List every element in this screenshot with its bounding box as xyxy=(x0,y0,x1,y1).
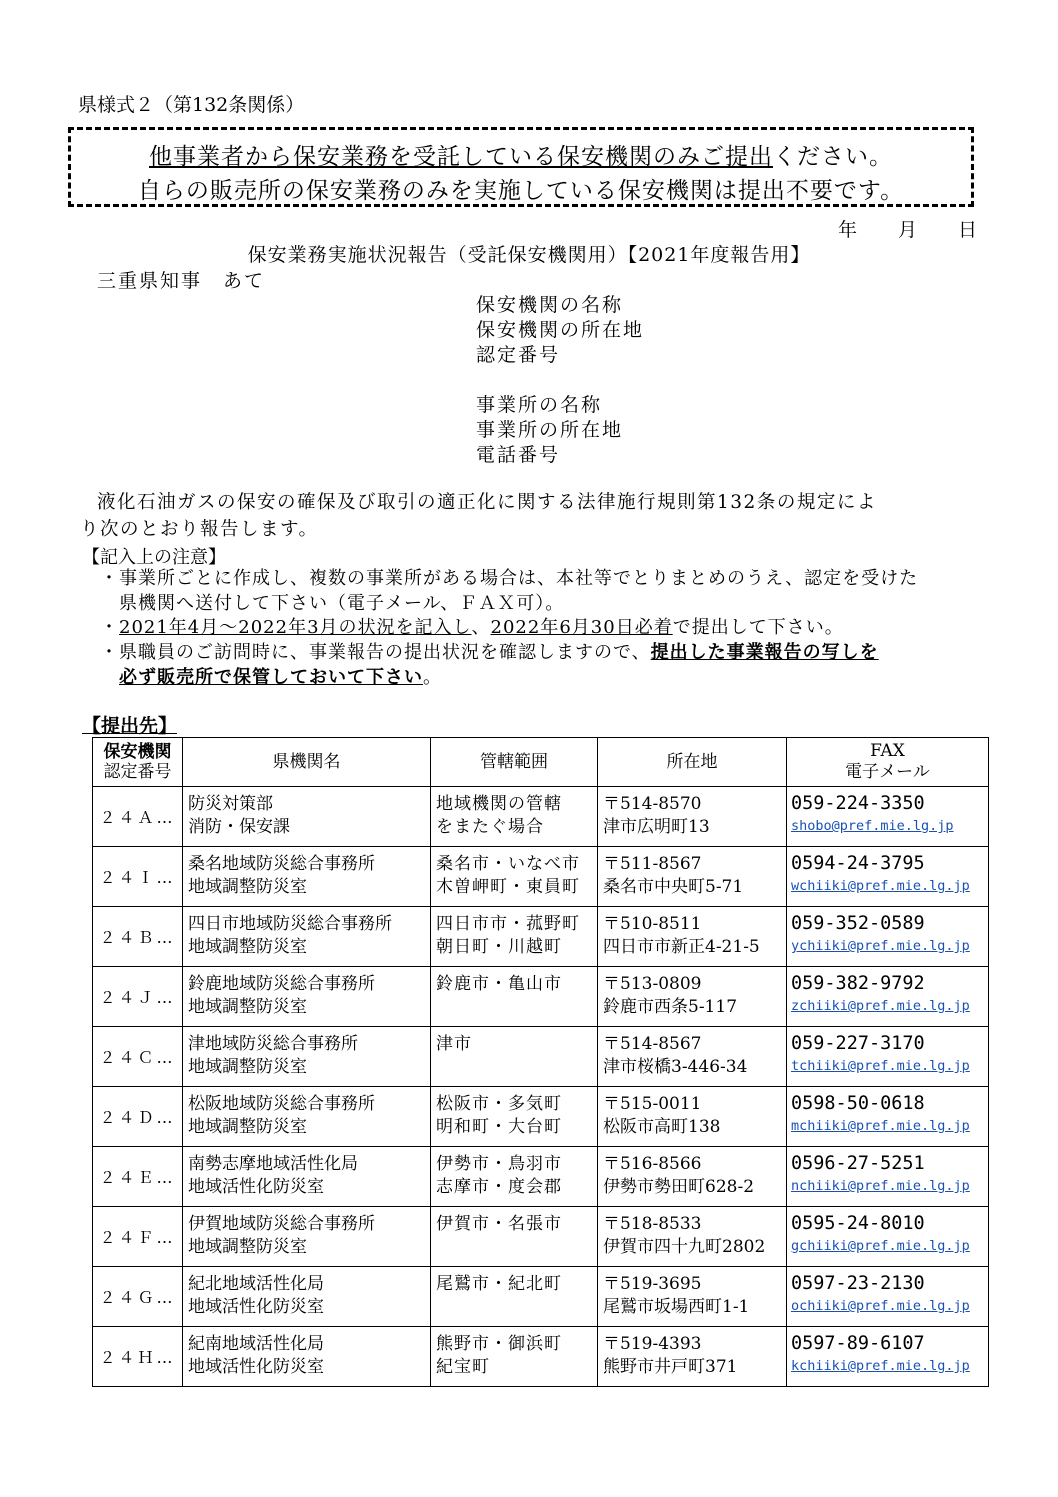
postal-code: 〒510-8511 xyxy=(603,914,702,934)
agency-name: 紀南地域活性化局 xyxy=(188,1334,324,1354)
agency-name: 防災対策部 xyxy=(188,794,273,814)
header-code xyxy=(93,738,183,787)
notice-box xyxy=(68,127,974,207)
note-1-line-1: ・事業所ごとに作成し、複数の事業所がある場合は、本社等でとりまとめのうえ、認定を受けた xyxy=(100,568,919,589)
range-cell xyxy=(431,1327,598,1387)
contact-cell xyxy=(787,1147,989,1207)
fax-number: 059-352-0589 xyxy=(791,913,925,934)
report-statement xyxy=(80,489,980,543)
address-cell xyxy=(598,1027,787,1087)
agency-division: 地域活性化防災室 xyxy=(188,1357,324,1377)
contact-cell xyxy=(787,1267,989,1327)
email-link[interactable]: shobo@pref.mie.lg.jp xyxy=(791,818,954,834)
street-address: 津市桜橋3-446-34 xyxy=(603,1057,748,1077)
notes-heading: 【記入上の注意】 xyxy=(82,547,226,568)
email-link[interactable]: ochiiki@pref.mie.lg.jp xyxy=(791,1298,970,1314)
table-row xyxy=(93,847,989,907)
fax-number: 059-382-9792 xyxy=(791,973,925,994)
range-cell xyxy=(431,1147,598,1207)
postal-code: 〒519-4393 xyxy=(603,1334,702,1354)
postal-code: 〒514-8567 xyxy=(603,1034,702,1054)
note-3-emphasis-2: 必ず販売所で保管しておいて下さい xyxy=(119,667,423,688)
table-row xyxy=(93,1027,989,1087)
note-2-rest: で提出して下さい。 xyxy=(672,617,844,638)
note-3-line-1: ・県職員のご訪問時に、事業報告の提出状況を確認しますので、 xyxy=(100,642,651,663)
cert-code: ２４Ｅ… xyxy=(93,1147,183,1207)
email-link[interactable]: zchiiki@pref.mie.lg.jp xyxy=(791,998,970,1014)
agency-division: 地域調整防災室 xyxy=(188,1057,307,1077)
range-line-1: 熊野市・御浜町 xyxy=(436,1334,562,1354)
agency-division: 地域調整防災室 xyxy=(188,877,307,897)
statement-line-2: り次のとおり報告します。 xyxy=(80,519,319,540)
agency-name: 津地域防災総合事務所 xyxy=(188,1034,358,1054)
note-2-comma: 、 xyxy=(471,617,491,638)
header-range: 管轄範囲 xyxy=(431,738,598,787)
note-2-bullet: ・ xyxy=(100,617,119,638)
addressee: 三重県知事 あて xyxy=(97,270,266,292)
range-line-1: 伊勢市・鳥羽市 xyxy=(436,1154,562,1174)
address-cell xyxy=(598,847,787,907)
cert-number-label: 認定番号 xyxy=(476,344,561,366)
range-line-1: 鈴鹿市・亀山市 xyxy=(436,974,562,994)
agency-cell xyxy=(183,907,431,967)
agency-division: 地域調整防災室 xyxy=(188,1237,307,1257)
postal-code: 〒511-8567 xyxy=(603,854,702,874)
street-address: 尾鷲市坂場西町1-1 xyxy=(603,1297,750,1317)
range-line-1: 尾鷲市・紀北町 xyxy=(436,1274,562,1294)
range-cell xyxy=(431,907,598,967)
agency-name: 鈴鹿地域防災総合事務所 xyxy=(188,974,375,994)
fax-number: 0597-23-2130 xyxy=(791,1273,925,1294)
range-line-1: 松阪市・多気町 xyxy=(436,1094,562,1114)
fax-number: 0594-24-3795 xyxy=(791,853,925,874)
range-line-2: をまたぐ場合 xyxy=(436,817,544,837)
address-cell xyxy=(598,1147,787,1207)
agency-cell xyxy=(183,1087,431,1147)
postal-code: 〒519-3695 xyxy=(603,1274,702,1294)
street-address: 熊野市井戸町371 xyxy=(603,1357,738,1377)
date-day: 日 xyxy=(958,219,978,241)
agency-cell xyxy=(183,967,431,1027)
postal-code: 〒515-0011 xyxy=(603,1094,702,1114)
agency-cell xyxy=(183,1147,431,1207)
destination-table xyxy=(92,737,989,1387)
table-row xyxy=(93,1327,989,1387)
range-cell xyxy=(431,967,598,1027)
address-cell xyxy=(598,1087,787,1147)
note-3 xyxy=(100,640,980,690)
fax-number: 059-227-3170 xyxy=(791,1033,925,1054)
agency-name: 伊賀地域防災総合事務所 xyxy=(188,1214,375,1234)
address-cell xyxy=(598,1207,787,1267)
cert-code: ２４Ｇ… xyxy=(93,1267,183,1327)
contact-cell xyxy=(787,847,989,907)
contact-cell xyxy=(787,1207,989,1267)
header-code-line-2: 認定番号 xyxy=(103,762,172,782)
date-line xyxy=(838,215,978,242)
street-address: 伊勢市勢田町628-2 xyxy=(603,1177,755,1197)
agency-name: 桑名地域防災総合事務所 xyxy=(188,854,375,874)
header-fax-line-1: FAX xyxy=(870,741,905,761)
cert-code: ２４Ｄ… xyxy=(93,1087,183,1147)
range-line-2: 木曽岬町・東員町 xyxy=(436,877,580,897)
notice-line-1-rest: ください。 xyxy=(773,144,893,170)
agency-name: 南勢志摩地域活性化局 xyxy=(188,1154,358,1174)
range-line-1: 地域機関の管轄 xyxy=(436,794,562,814)
note-1 xyxy=(100,566,980,616)
cert-code: ２４Ａ… xyxy=(93,787,183,847)
agency-division: 地域活性化防災室 xyxy=(188,1177,324,1197)
agency-cell xyxy=(183,1027,431,1087)
address-cell xyxy=(598,967,787,1027)
range-line-2: 朝日町・川越町 xyxy=(436,937,562,957)
table-row xyxy=(93,1207,989,1267)
agency-cell xyxy=(183,1267,431,1327)
postal-code: 〒514-8570 xyxy=(603,794,702,814)
note-2-deadline: 2022年6月30日必着 xyxy=(490,617,673,638)
agency-name: 四日市地域防災総合事務所 xyxy=(188,914,392,934)
range-cell xyxy=(431,1027,598,1087)
range-cell xyxy=(431,1207,598,1267)
notice-line-2: 自らの販売所の保安業務のみを実施している保安機関は提出不要です。 xyxy=(137,178,905,204)
phone-label: 電話番号 xyxy=(476,444,561,466)
org-name-label: 保安機関の名称 xyxy=(476,294,624,316)
street-address: 四日市市新正4-21-5 xyxy=(603,937,760,957)
agency-division: 地域調整防災室 xyxy=(188,1117,307,1137)
agency-division: 地域活性化防災室 xyxy=(188,1297,324,1317)
header-address: 所在地 xyxy=(598,738,787,787)
submit-heading: 【提出先】 xyxy=(82,715,178,737)
header-fax-line-2: 電子メール xyxy=(845,762,930,782)
address-cell xyxy=(598,1327,787,1387)
range-line-1: 伊賀市・名張市 xyxy=(436,1214,562,1234)
email-link[interactable]: ychiiki@pref.mie.lg.jp xyxy=(791,938,970,954)
table-row xyxy=(93,1147,989,1207)
range-line-1: 四日市市・菰野町 xyxy=(436,914,580,934)
header-fax xyxy=(787,738,989,787)
contact-cell xyxy=(787,1087,989,1147)
table-row xyxy=(93,907,989,967)
fax-number: 0597-89-6107 xyxy=(791,1333,925,1354)
office-name-label: 事業所の名称 xyxy=(476,394,603,416)
header-agency: 県機関名 xyxy=(183,738,431,787)
email-link[interactable]: mchiiki@pref.mie.lg.jp xyxy=(791,1118,970,1134)
notice-underlined: 他事業者から保安業務を受託している保安機関のみご提出 xyxy=(149,144,773,170)
agency-name: 松阪地域防災総合事務所 xyxy=(188,1094,375,1114)
postal-code: 〒516-8566 xyxy=(603,1154,702,1174)
agency-division: 地域調整防災室 xyxy=(188,937,307,957)
statement-line-1: 液化石油ガスの保安の確保及び取引の適正化に関する法律施行規則第132条の規定によ xyxy=(97,492,877,513)
office-address-label: 事業所の所在地 xyxy=(476,419,624,441)
postal-code: 〒518-8533 xyxy=(603,1214,702,1234)
range-cell xyxy=(431,1087,598,1147)
range-cell xyxy=(431,787,598,847)
range-line-2: 明和町・大台町 xyxy=(436,1117,562,1137)
fax-number: 0595-24-8010 xyxy=(791,1213,925,1234)
table-header-row xyxy=(93,738,989,787)
contact-cell xyxy=(787,967,989,1027)
agency-cell xyxy=(183,1207,431,1267)
contact-cell xyxy=(787,1327,989,1387)
agency-cell xyxy=(183,787,431,847)
note-3-end: 。 xyxy=(423,667,442,688)
agency-division: 消防・保安課 xyxy=(188,817,290,837)
cert-code: ２４Ｉ… xyxy=(93,847,183,907)
range-line-2: 志摩市・度会郡 xyxy=(436,1177,562,1197)
table-row xyxy=(93,967,989,1027)
table-row xyxy=(93,1267,989,1327)
range-cell xyxy=(431,847,598,907)
fax-number: 0598-50-0618 xyxy=(791,1093,925,1114)
cert-code: ２４Ｈ… xyxy=(93,1327,183,1387)
email-link[interactable]: gchiiki@pref.mie.lg.jp xyxy=(791,1238,970,1254)
agency-division: 地域調整防災室 xyxy=(188,997,307,1017)
page-title: 保安業務実施状況報告（受託保安機関用）【2021年度報告用】 xyxy=(247,244,811,266)
agency-name: 紀北地域活性化局 xyxy=(188,1274,324,1294)
range-line-1: 津市 xyxy=(436,1034,472,1054)
header-code-line-1: 保安機関 xyxy=(103,742,172,762)
date-month: 月 xyxy=(898,219,918,241)
address-cell xyxy=(598,1267,787,1327)
street-address: 鈴鹿市西条5-117 xyxy=(603,997,738,1017)
contact-cell xyxy=(787,907,989,967)
email-link[interactable]: kchiiki@pref.mie.lg.jp xyxy=(791,1358,970,1374)
fax-number: 059-224-3350 xyxy=(791,793,925,814)
email-link[interactable]: wchiiki@pref.mie.lg.jp xyxy=(791,878,970,894)
note-2-period: 2021年4月～2022年3月の状況を記入し xyxy=(119,617,472,638)
street-address: 桑名市中央町5-71 xyxy=(603,877,744,897)
table-row xyxy=(93,1087,989,1147)
fax-number: 0596-27-5251 xyxy=(791,1153,925,1174)
street-address: 伊賀市四十九町2802 xyxy=(603,1237,766,1257)
note-2 xyxy=(100,615,980,640)
cert-code: ２４Ｆ… xyxy=(93,1207,183,1267)
form-id: 県様式２（第132条関係） xyxy=(78,94,305,116)
contact-cell xyxy=(787,1027,989,1087)
address-cell xyxy=(598,907,787,967)
range-line-2: 紀宝町 xyxy=(436,1357,490,1377)
date-year: 年 xyxy=(838,219,858,241)
range-line-1: 桑名市・いなべ市 xyxy=(436,854,580,874)
note-3-emphasis-1: 提出した事業報告の写しを xyxy=(650,642,879,663)
email-link[interactable]: nchiiki@pref.mie.lg.jp xyxy=(791,1178,970,1194)
email-link[interactable]: tchiiki@pref.mie.lg.jp xyxy=(791,1058,970,1074)
street-address: 津市広明町13 xyxy=(603,817,710,837)
org-address-label: 保安機関の所在地 xyxy=(476,319,645,341)
table-row xyxy=(93,787,989,847)
range-cell xyxy=(431,1267,598,1327)
cert-code: ２４Ｂ… xyxy=(93,907,183,967)
cert-code: ２４Ｃ… xyxy=(93,1027,183,1087)
cert-code: ２４Ｊ… xyxy=(93,967,183,1027)
address-cell xyxy=(598,787,787,847)
agency-cell xyxy=(183,847,431,907)
agency-cell xyxy=(183,1327,431,1387)
contact-cell xyxy=(787,787,989,847)
postal-code: 〒513-0809 xyxy=(603,974,702,994)
notice-line-1 xyxy=(71,138,971,171)
street-address: 松阪市高町138 xyxy=(603,1117,721,1137)
note-1-line-2: 県機関へ送付して下さい（電子メール、ＦＡＸ可）。 xyxy=(119,593,565,614)
